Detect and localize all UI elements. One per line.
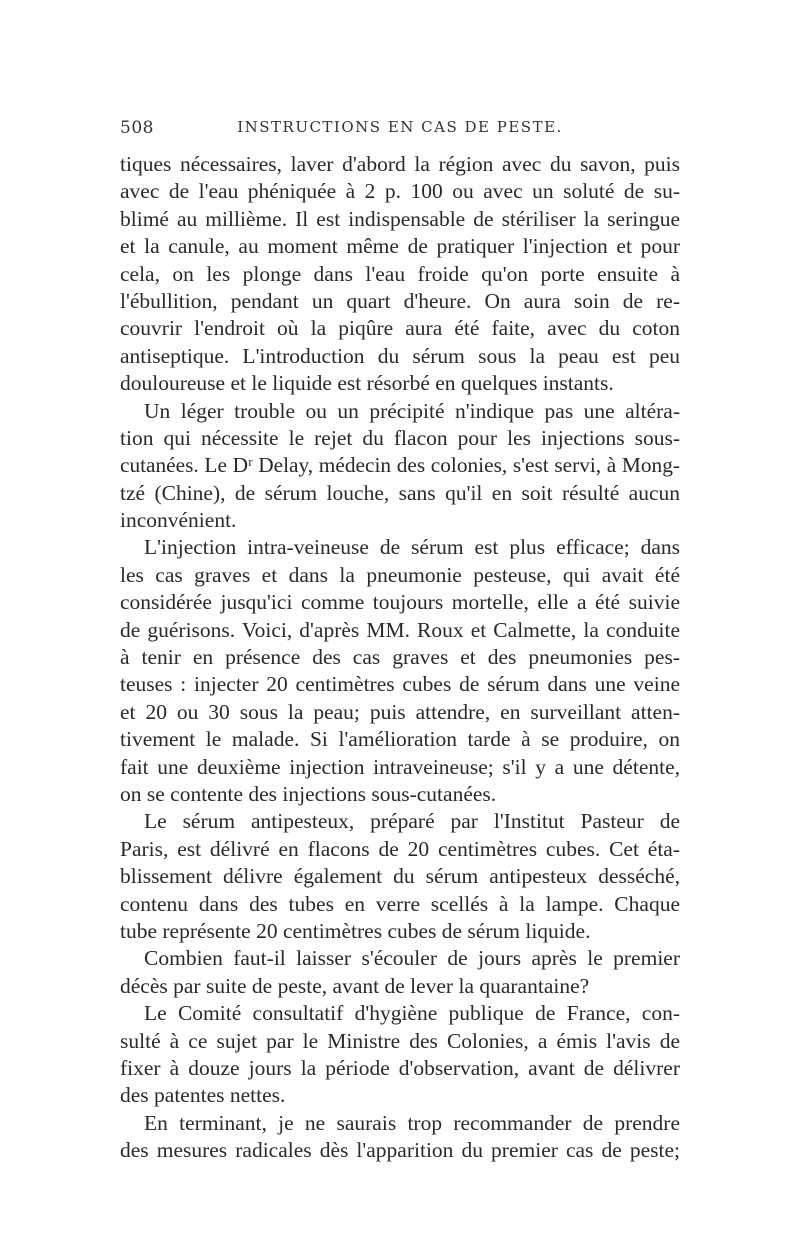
text-line: Paris, est délivré en flacons de 20 centimètres cubes. Cet éta- (120, 836, 680, 861)
text-line: fait une deuxième injection intraveineuse; s'il y a une détente, (120, 754, 680, 779)
text-line: et la canule, au moment même de pratiquer l'injection et pour (120, 234, 680, 259)
text-line: sulté à ce sujet par le Ministre des Colonies, a émis l'avis de (120, 1028, 680, 1053)
text-line: on se contente des injections sous-cutanées. (120, 781, 497, 806)
text-line: des patentes nettes. (120, 1083, 286, 1108)
text-line: antiseptique. L'introduction du sérum sous la peau est peu (120, 343, 680, 368)
page-header (120, 118, 680, 144)
text-line: considérée jusqu'ici comme toujours mortelle, elle a été suivie (120, 590, 680, 615)
text-line: avec de l'eau phéniquée à 2 p. 100 ou avec un soluté de su- (120, 179, 680, 204)
text-line: Le Comité consultatif d'hygiène publique de France, con- (144, 1001, 680, 1026)
text-line: tivement le malade. Si l'amélioration tarde à se produire, on (120, 727, 680, 752)
paragraph (120, 398, 680, 535)
paragraph (120, 808, 680, 945)
paragraph (120, 151, 680, 398)
text-line: à tenir en présence des cas graves et des pneumonies pes- (120, 645, 680, 670)
text-line: des mesures radicales dès l'apparition du premier cas de peste; (120, 1138, 680, 1163)
paragraph (120, 945, 680, 1000)
page-number: 508 (120, 118, 154, 138)
text-line: de guérisons. Voici, d'après MM. Roux et Calmette, la conduite (120, 617, 680, 642)
text-line: douloureuse et le liquide est résorbé en quelques instants. (120, 371, 614, 396)
paragraph (120, 1110, 680, 1165)
text-line: blimé au millième. Il est indispensable de stériliser la seringue (120, 206, 680, 231)
text-line: cela, on les plonge dans l'eau froide qu'on porte ensuite à (120, 261, 680, 286)
text-line: Un léger trouble ou un précipité n'indique pas une altéra- (144, 398, 680, 423)
text-line: Combien faut-il laisser s'écouler de jours après le premier (144, 946, 680, 971)
text-line: cutanées. Le Dʳ Delay, médecin des colonies, s'est servi, à Mong- (120, 453, 680, 478)
text-line: couvrir l'endroit où la piqûre aura été faite, avec du coton (120, 316, 680, 341)
text-line: l'ébullition, pendant un quart d'heure. On aura soin de re- (120, 288, 680, 313)
text-line: inconvénient. (120, 508, 237, 533)
text-line: décès par suite de peste, avant de lever la quarantaine? (120, 973, 590, 998)
paragraph (120, 534, 680, 808)
text-line: Le sérum antipesteux, préparé par l'Institut Pasteur de (144, 809, 680, 834)
text-line: et 20 ou 30 sous la peau; puis attendre, en surveillant atten- (120, 699, 680, 724)
text-line: tion qui nécessite le rejet du flacon pour les injections sous- (120, 425, 680, 450)
text-line: tzé (Chine), de sérum louche, sans qu'il en soit résulté aucun (120, 480, 680, 505)
text-line: tiques nécessaires, laver d'abord la région avec du savon, puis (120, 152, 680, 176)
text-line: tube représente 20 centimètres cubes de sérum liquide. (120, 918, 591, 943)
body-text (120, 151, 680, 1164)
text-line: fixer à douze jours la période d'observation, avant de délivrer (120, 1055, 680, 1080)
text-line: teuses : injecter 20 centimètres cubes de sérum dans une veine (120, 672, 680, 697)
text-line: L'injection intra-veineuse de sérum est plus efficace; dans (144, 535, 680, 560)
text-line: les cas graves et dans la pneumonie pesteuse, qui avait été (120, 562, 680, 587)
text-line: En terminant, je ne saurais trop recommander de prendre (144, 1110, 680, 1135)
text-line: blissement délivre également du sérum antipesteux desséché, (120, 864, 680, 889)
paragraph (120, 1000, 680, 1110)
text-line: contenu dans des tubes en verre scellés à la lampe. Chaque (120, 891, 680, 916)
running-title: INSTRUCTIONS EN CAS DE PESTE. (237, 118, 563, 136)
